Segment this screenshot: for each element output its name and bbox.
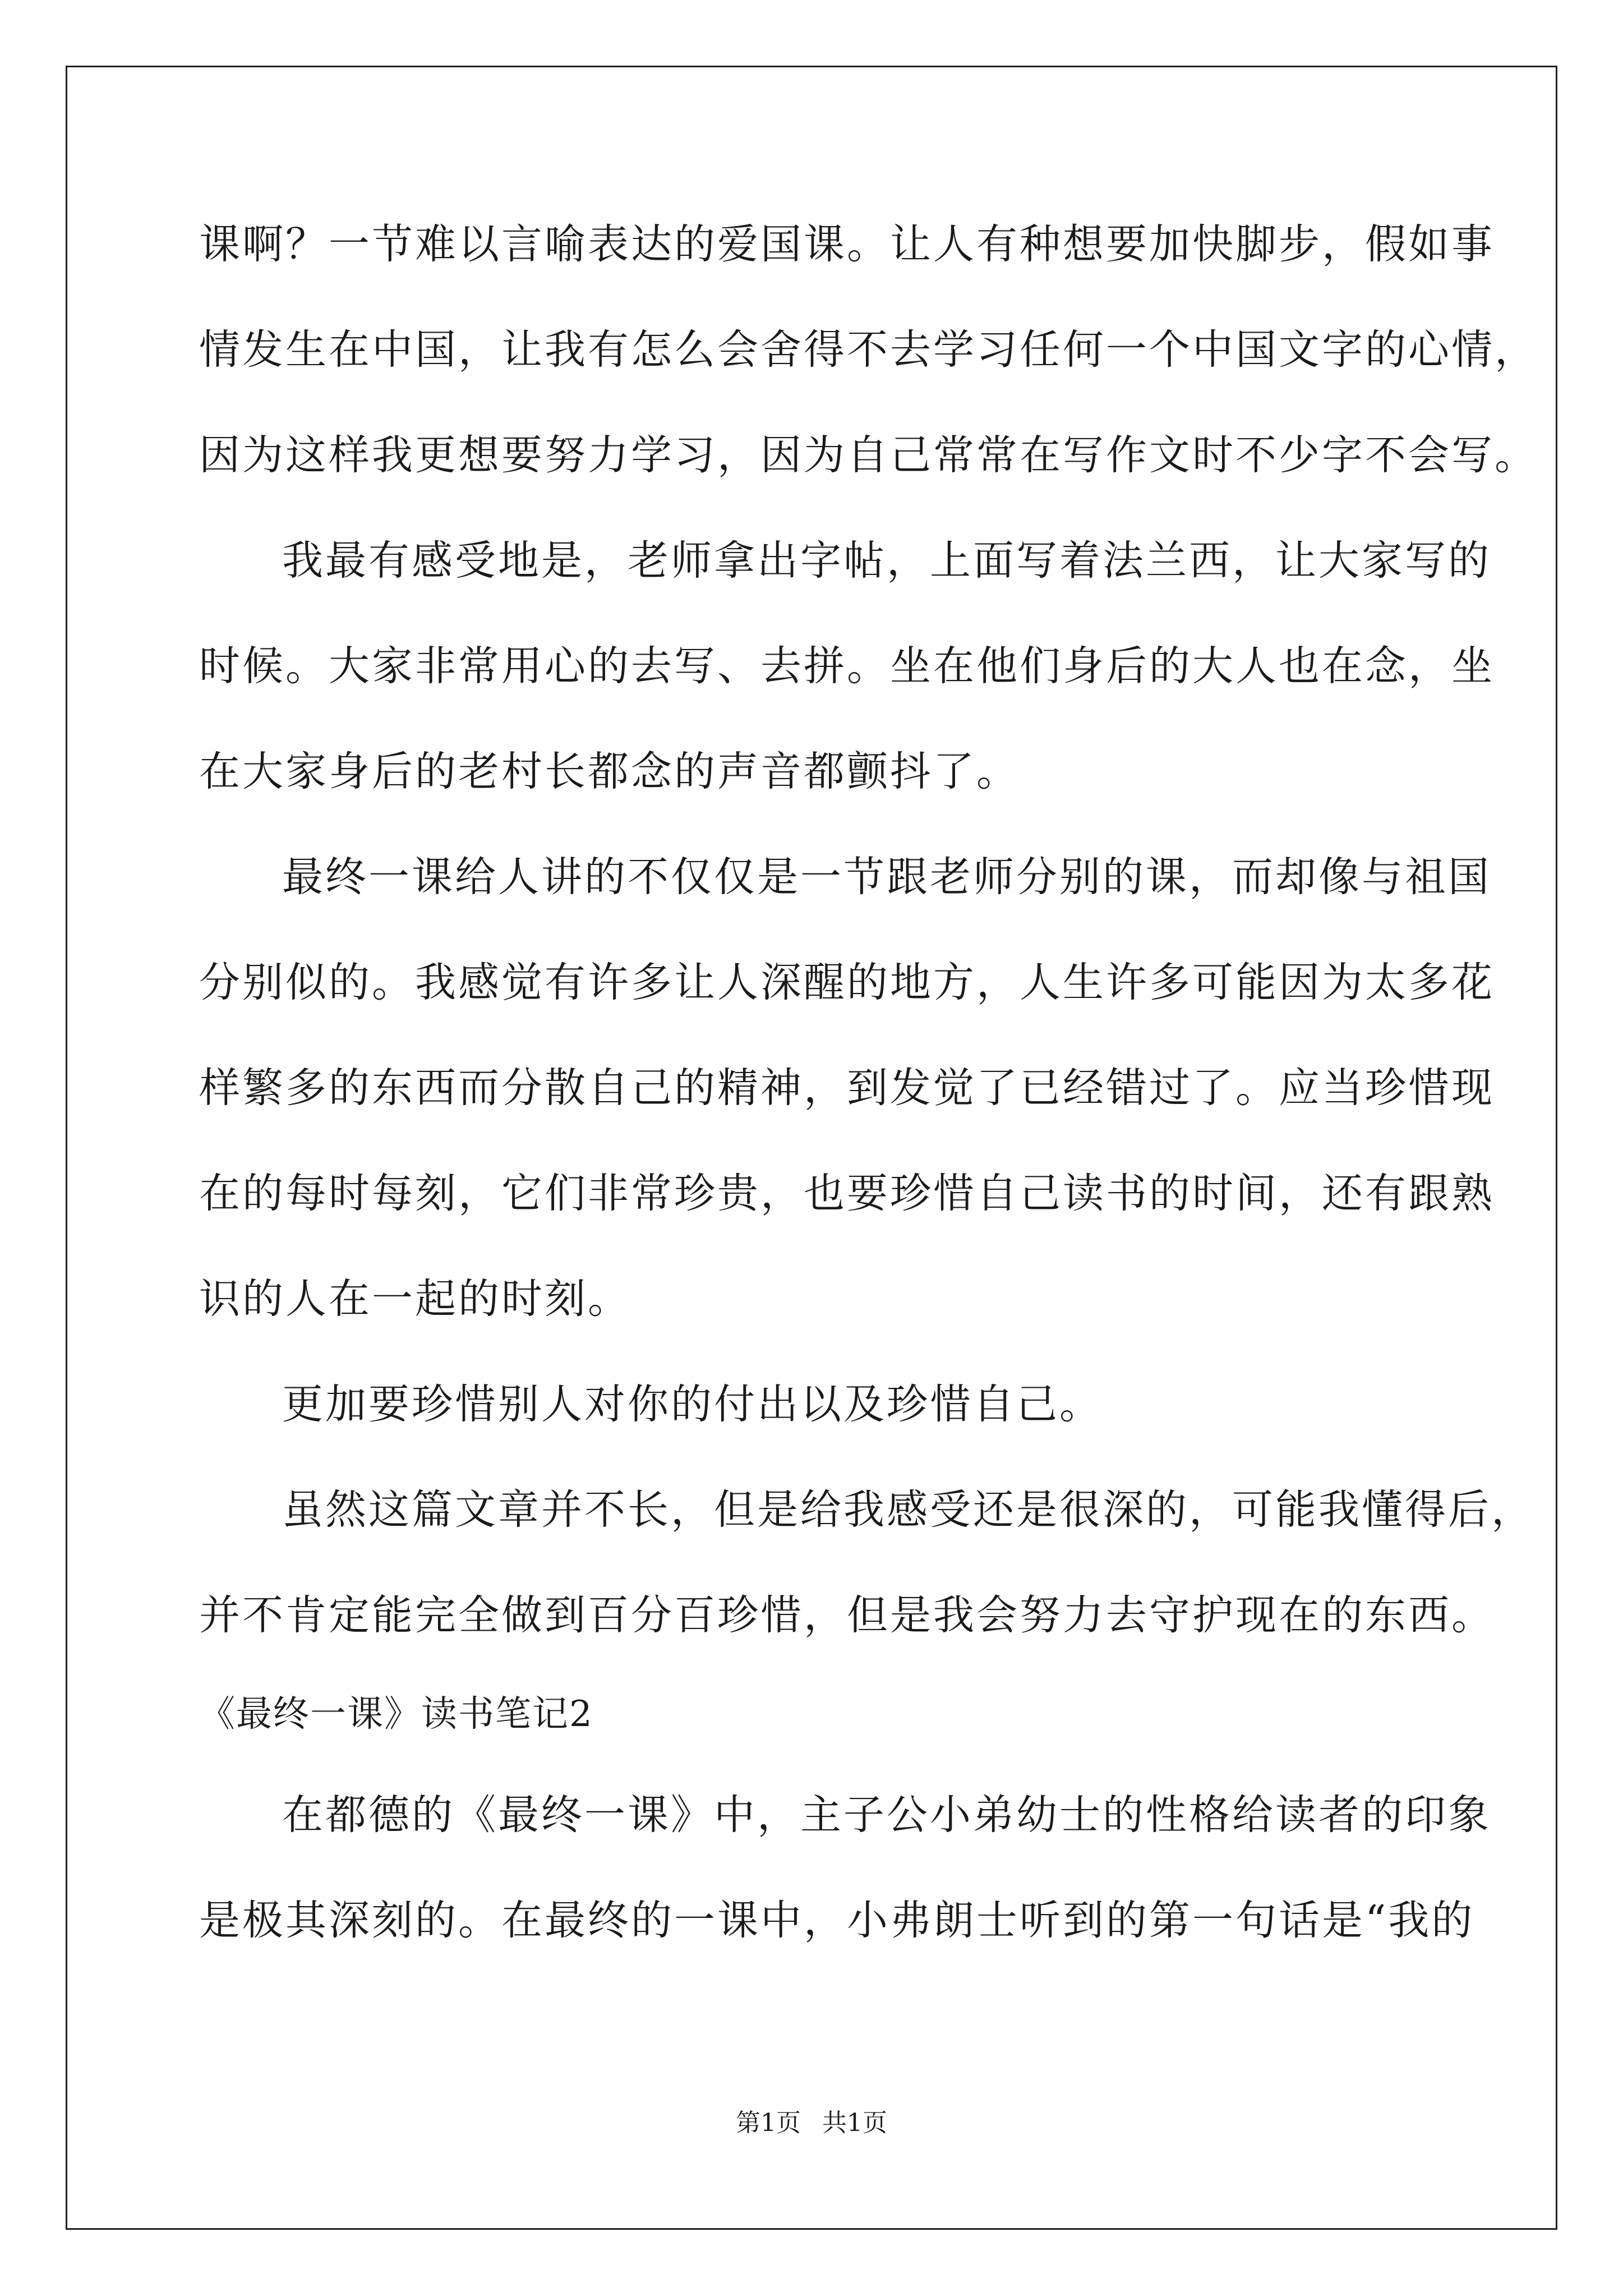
paragraph-start-line: 在都德的《最终一课》中，主子公小弟幼士的性格给读者的印象 [282,1791,1491,1839]
page-number: 第1页 [736,2109,801,2137]
text-line: 识的人在一起的时刻。 [199,1275,631,1323]
text-line: 课啊？一节难以言喻表达的爱国课。让人有种想要加快脚步，假如事 [199,220,1495,268]
text-line: 分别似的。我感觉有许多让人深醒的地方，人生许多可能因为太多花 [199,959,1495,1006]
page-footer [0,2106,1623,2140]
text-line: 样繁多的东西而分散自己的精神，到发觉了已经错过了。应当珍惜现 [199,1064,1495,1112]
paragraph-start-line: 我最有感受地是，老师拿出字帖，上面写着法兰西，让大家写的 [282,537,1491,585]
text-line: 因为这样我更想要努力学习，因为自己常常在写作文时不少字不会写。 [199,431,1538,479]
text-line: 情发生在中国，让我有怎么会舍得不去学习任何一个中国文字的心情， [199,326,1538,374]
text-line: 时候。大家非常用心的去写、去拼。坐在他们身后的大人也在念，坐 [199,642,1495,690]
text-line: 在大家身后的老村长都念的声音都颤抖了。 [199,748,1020,795]
paragraph-start-line: 更加要珍惜别人对你的付出以及珍惜自己。 [282,1381,1103,1428]
page-total: 共1页 [822,2109,887,2137]
text-line: 在的每时每刻，它们非常珍贵，也要珍惜自己读书的时间，还有跟熟 [199,1170,1495,1217]
text-line: 是极其深刻的。在最终的一课中，小弗朗士听到的第一句话是“我的 [199,1897,1475,1944]
paragraph-start-line: 最终一课给人讲的不仅仅是一节跟老师分别的课，而却像与祖国 [282,853,1491,901]
section-heading: 《最终一课》读书笔记2 [199,1694,593,1735]
text-line: 并不肯定能完全做到百分百珍惜，但是我会努力去守护现在的东西。 [199,1591,1495,1639]
paragraph-start-line: 虽然这篇文章并不长，但是给我感受还是很深的，可能我懂得后， [282,1486,1534,1534]
